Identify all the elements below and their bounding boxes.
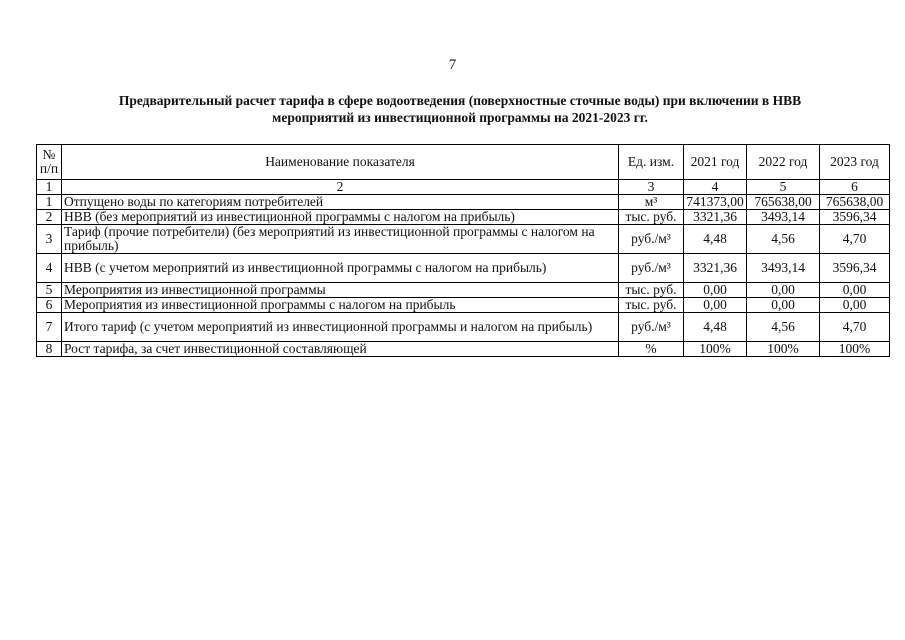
row-value-2021: 4,48 xyxy=(684,313,747,342)
row-unit: руб./м³ xyxy=(619,313,684,342)
row-num: 3 xyxy=(37,225,62,254)
row-name: Мероприятия из инвестиционной программы с налогом на прибыль xyxy=(62,298,619,313)
row-value-2022: 3493,14 xyxy=(747,210,820,225)
row-value-2022: 0,00 xyxy=(747,298,820,313)
row-unit: тыс. руб. xyxy=(619,210,684,225)
row-value-2021: 100% xyxy=(684,342,747,357)
row-value-2021: 3321,36 xyxy=(684,254,747,283)
table-row xyxy=(37,298,890,313)
table-row xyxy=(37,254,890,283)
row-name: Мероприятия из инвестиционной программы xyxy=(62,283,619,298)
row-name: Рост тарифа, за счет инвестиционной составляющей xyxy=(62,342,619,357)
index-cell: 4 xyxy=(684,180,747,195)
tariff-table xyxy=(36,144,890,357)
header-name: Наименование показателя xyxy=(62,145,619,180)
row-num: 7 xyxy=(37,313,62,342)
table-row xyxy=(37,342,890,357)
index-cell: 3 xyxy=(619,180,684,195)
header-2023: 2023 год xyxy=(820,145,890,180)
row-value-2023: 0,00 xyxy=(820,298,890,313)
row-name: Итого тариф (с учетом мероприятий из инвестиционной программы и налогом на прибыль) xyxy=(62,313,619,342)
row-num: 2 xyxy=(37,210,62,225)
row-name: Тариф (прочие потребители) (без мероприятий из инвестиционной программы с налогом на прибыль) xyxy=(62,225,619,254)
row-unit: % xyxy=(619,342,684,357)
row-value-2022: 3493,14 xyxy=(747,254,820,283)
header-2021: 2021 год xyxy=(684,145,747,180)
row-value-2023: 3596,34 xyxy=(820,254,890,283)
table-row xyxy=(37,210,890,225)
document-title xyxy=(60,92,860,126)
index-cell: 1 xyxy=(37,180,62,195)
row-value-2023: 765638,00 xyxy=(820,195,890,210)
row-num: 6 xyxy=(37,298,62,313)
row-value-2023: 4,70 xyxy=(820,225,890,254)
row-value-2023: 3596,34 xyxy=(820,210,890,225)
index-cell: 2 xyxy=(62,180,619,195)
column-index-row xyxy=(37,180,890,195)
row-unit: м³ xyxy=(619,195,684,210)
table-row xyxy=(37,313,890,342)
row-value-2021: 0,00 xyxy=(684,298,747,313)
table-row xyxy=(37,225,890,254)
row-unit: тыс. руб. xyxy=(619,298,684,313)
row-name: НВВ (с учетом мероприятий из инвестиционной программы с налогом на прибыль) xyxy=(62,254,619,283)
row-value-2023: 0,00 xyxy=(820,283,890,298)
row-name: НВВ (без мероприятий из инвестиционной программы с налогом на прибыль) xyxy=(62,210,619,225)
row-value-2021: 3321,36 xyxy=(684,210,747,225)
title-line-1: Предварительный расчет тарифа в сфере водоотведения (поверхностные сточные воды) при включении в НВВ xyxy=(118,93,802,108)
row-num: 5 xyxy=(37,283,62,298)
table-row xyxy=(37,195,890,210)
row-value-2022: 100% xyxy=(747,342,820,357)
row-value-2022: 4,56 xyxy=(747,313,820,342)
table-row xyxy=(37,283,890,298)
row-num: 4 xyxy=(37,254,62,283)
header-2022: 2022 год xyxy=(747,145,820,180)
index-cell: 6 xyxy=(820,180,890,195)
row-value-2023: 100% xyxy=(820,342,890,357)
row-value-2022: 765638,00 xyxy=(747,195,820,210)
row-value-2021: 4,48 xyxy=(684,225,747,254)
row-unit: руб./м³ xyxy=(619,225,684,254)
row-value-2022: 0,00 xyxy=(747,283,820,298)
title-line-2: мероприятий из инвестиционной программы на 2021-2023 гг. xyxy=(272,110,648,125)
header-num: № п/п xyxy=(37,145,62,180)
row-num: 8 xyxy=(37,342,62,357)
row-value-2021: 0,00 xyxy=(684,283,747,298)
row-num: 1 xyxy=(37,195,62,210)
row-name: Отпущено воды по категориям потребителей xyxy=(62,195,619,210)
header-unit: Ед. изм. xyxy=(619,145,684,180)
row-value-2021: 741373,00 xyxy=(684,195,747,210)
row-unit: тыс. руб. xyxy=(619,283,684,298)
row-unit: руб./м³ xyxy=(619,254,684,283)
index-cell: 5 xyxy=(747,180,820,195)
page-number: 7 xyxy=(448,57,457,73)
row-value-2022: 4,56 xyxy=(747,225,820,254)
table-header-row xyxy=(37,145,890,180)
row-value-2023: 4,70 xyxy=(820,313,890,342)
